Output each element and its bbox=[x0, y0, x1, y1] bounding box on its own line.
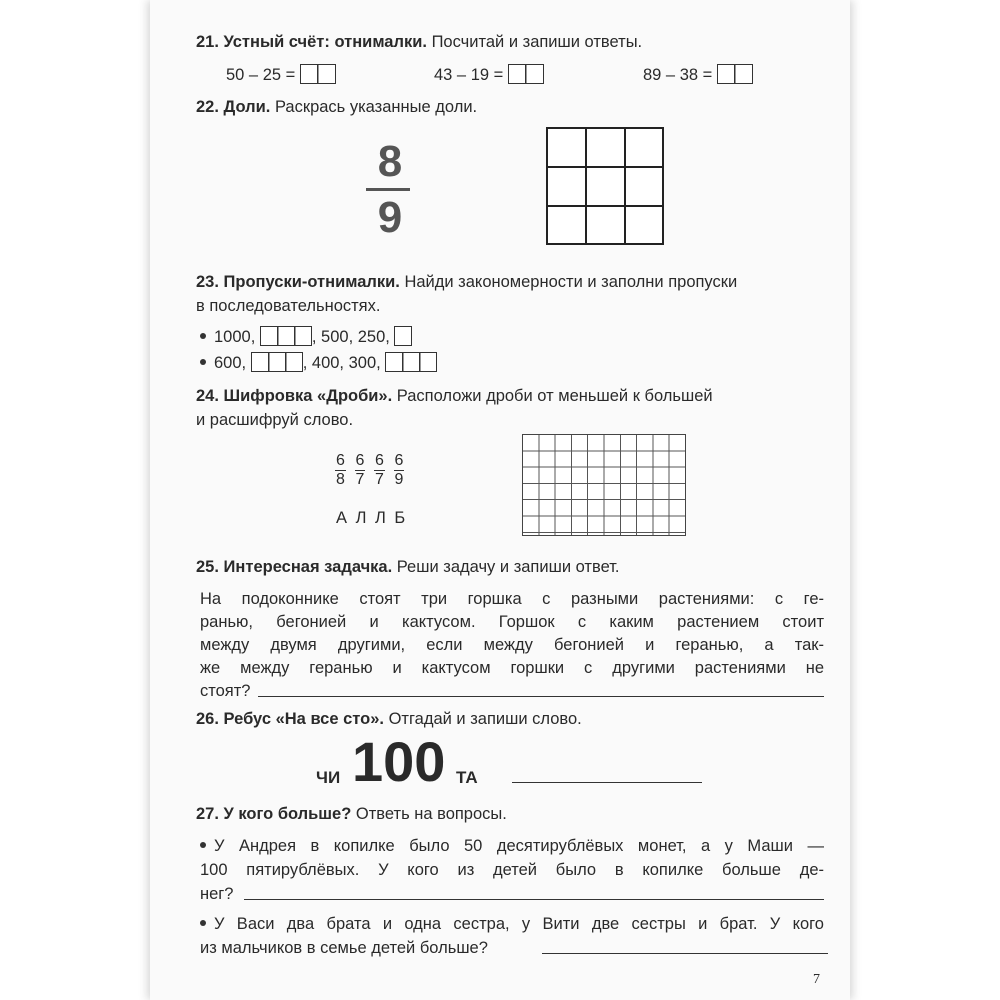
task-instruction: Посчитай и запиши ответы. bbox=[431, 33, 643, 51]
task-24-heading bbox=[196, 386, 713, 406]
answer-box[interactable] bbox=[251, 352, 303, 372]
problem-text-line: стоят? bbox=[200, 682, 251, 700]
task-23-instruction-cont: в последовательностях. bbox=[196, 297, 381, 315]
answer-line[interactable] bbox=[258, 696, 824, 697]
sequence-2: 600, , 400, 300, bbox=[200, 352, 437, 373]
answer-box[interactable] bbox=[385, 352, 437, 372]
answer-line[interactable] bbox=[244, 899, 824, 900]
task-instruction: Ответь на вопросы. bbox=[355, 805, 507, 823]
fraction: $\frac{6}{7}$ bbox=[375, 452, 384, 488]
question-1-line: 100 пятирублёвых. У кого из детей было в копилке больше де- bbox=[200, 861, 824, 879]
task-number: 21. bbox=[196, 33, 219, 51]
bullet bbox=[200, 920, 206, 926]
fraction-bar bbox=[366, 188, 410, 191]
task-23-heading bbox=[196, 272, 737, 292]
fraction: $\frac{6}{7}$ bbox=[355, 452, 365, 488]
problem-text-line: между двумя другими, если между бегонией и геранью, а так- bbox=[200, 636, 824, 654]
task-title: Доли. bbox=[223, 98, 271, 116]
answer-box[interactable] bbox=[260, 326, 312, 346]
fraction-numerator: 8 bbox=[377, 137, 403, 186]
cipher-letters: А Л Л Б bbox=[336, 509, 408, 527]
bullet bbox=[200, 359, 206, 365]
task-22-heading bbox=[196, 97, 477, 117]
page-number: 7 bbox=[813, 972, 820, 987]
fraction-denominator: 9 bbox=[377, 193, 403, 242]
task-26-heading bbox=[196, 709, 582, 729]
sequence-1: 1000, , 500, 250, bbox=[200, 326, 412, 347]
expression-1: 50 – 25 = bbox=[226, 64, 336, 85]
answer-box[interactable] bbox=[300, 64, 336, 84]
task-title: У кого больше? bbox=[223, 805, 352, 823]
coloring-grid-3x3[interactable] bbox=[546, 127, 664, 245]
task-25-heading bbox=[196, 557, 620, 577]
expression-3: 89 – 38 = bbox=[643, 64, 753, 85]
answer-box[interactable] bbox=[508, 64, 544, 84]
question-2-line: из мальчиков в семье детей больше? bbox=[200, 939, 488, 957]
rebus-number: 100 bbox=[352, 730, 446, 793]
task-number: 23. bbox=[196, 273, 219, 291]
rebus-prefix: ЧИ bbox=[316, 768, 341, 787]
task-24-instruction-cont: и расшифруй слово. bbox=[196, 411, 354, 429]
bullet bbox=[200, 333, 206, 339]
problem-text-line: же между геранью и кактусом горшки с другими растениями не bbox=[200, 659, 824, 677]
answer-line[interactable] bbox=[542, 953, 828, 954]
task-instruction: Раскрась указанные доли. bbox=[274, 98, 478, 116]
task-title: Интересная задачка. bbox=[223, 558, 393, 576]
task-number: 22. bbox=[196, 98, 219, 116]
task-title: Шифровка «Дроби». bbox=[223, 387, 393, 405]
fractions-list bbox=[335, 452, 408, 489]
problem-text-line: ранью, бегонией и кактусом. Горшок с каким растением стоит bbox=[200, 613, 824, 631]
task-instruction: Реши задачу и запиши ответ. bbox=[396, 558, 620, 576]
task-number: 25. bbox=[196, 558, 219, 576]
problem-text-line: На подоконнике стоят три горшка с разными растениями: с ге- bbox=[200, 590, 824, 608]
task-instruction: Расположи дроби от меньшей к большей bbox=[396, 387, 713, 405]
task-number: 27. bbox=[196, 805, 219, 823]
bullet bbox=[200, 842, 206, 848]
task-21-heading bbox=[196, 32, 642, 52]
task-instruction: Найди закономерности и заполни пропуски bbox=[404, 273, 738, 291]
task-number: 26. bbox=[196, 710, 219, 728]
question-2-line: У Васи два брата и одна сестра, у Вити две сестры и брат. У кого bbox=[200, 914, 824, 934]
task-title: Устный счёт: отнималки. bbox=[223, 33, 427, 51]
answer-box[interactable] bbox=[394, 326, 412, 346]
task-27-heading bbox=[196, 804, 507, 824]
expression-2: 43 – 19 = bbox=[434, 64, 544, 85]
answer-box[interactable] bbox=[717, 64, 753, 84]
task-number: 24. bbox=[196, 387, 219, 405]
answer-line[interactable] bbox=[512, 782, 702, 783]
task-title: Ребус «На все сто». bbox=[223, 710, 384, 728]
question-1-line: нег? bbox=[200, 885, 234, 903]
grid-paper-answer[interactable] bbox=[522, 434, 686, 536]
task-instruction: Отгадай и запиши слово. bbox=[388, 710, 582, 728]
rebus-suffix: ТА bbox=[456, 768, 478, 787]
question-1-line: У Андрея в копилке было 50 десятирублёвых монет, а у Маши — bbox=[200, 836, 824, 856]
fraction: $\frac{6}{8}$ bbox=[336, 452, 345, 488]
fraction: $\frac{6}{9}$ bbox=[394, 452, 404, 488]
task-title: Пропуски-отнималки. bbox=[223, 273, 400, 291]
